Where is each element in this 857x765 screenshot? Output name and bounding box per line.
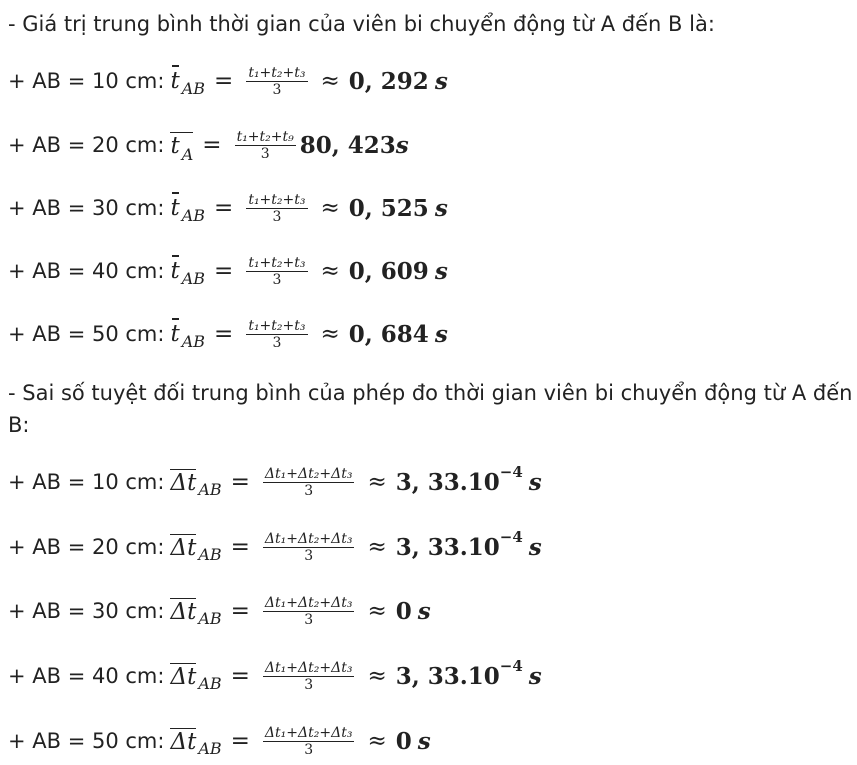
abs-error-row: [8, 460, 542, 504]
fraction: $\frac{\text{t₁+t₂+t₃}}{3}$: [248, 254, 306, 288]
row-value: 0, 609: [348, 257, 429, 285]
row-formula: t AB = $\frac{\text{t₁+t₂+t₃}}{3}$ ≈ 0, 525 s: [170, 191, 448, 225]
abs-error-heading: - Sai số tuyệt đối trung bình của phép đo thời gian viên bi chuyển động từ A đến B:: [8, 381, 853, 437]
fraction: $\frac{\text{Δt₁+Δt₂+Δt₃}}{3}$: [264, 659, 353, 693]
t-bar-symbol: t: [170, 321, 179, 347]
row-value: 0, 292: [348, 67, 429, 95]
delta-t-overline-symbol: Δt: [170, 535, 197, 561]
row-prefix: + AB = 50 cm:: [8, 729, 165, 753]
mean-time-heading: - Giá trị trung bình thời gian của viên bi chuyển động từ A đến B là:: [8, 12, 715, 36]
row-formula: Δt AB = $\frac{\text{Δt₁+Δt₂+Δt₃}}{3}$ ≈ 3, 33.10 −4 s: [170, 463, 542, 499]
mean-time-row: [8, 123, 409, 167]
row-formula: Δt AB = $\frac{\text{Δt₁+Δt₂+Δt₃}}{3}$ ≈ 3, 33.10 −4 s: [170, 657, 542, 693]
abs-error-row: [8, 525, 542, 569]
mean-time-row: [8, 59, 448, 103]
t-bar-symbol: t: [170, 195, 179, 221]
row-value: 0, 525: [348, 194, 429, 222]
fraction: $\frac{\text{Δt₁+Δt₂+Δt₃}}{3}$: [264, 724, 353, 758]
row-value: 0: [395, 597, 412, 625]
mean-time-row: [8, 186, 448, 230]
row-prefix: + AB = 30 cm:: [8, 196, 165, 220]
fraction: $\frac{\text{t₁+t₂+t₃}}{3}$: [248, 191, 306, 225]
fraction: $\frac{\text{Δt₁+Δt₂+Δt₃}}{3}$: [264, 594, 353, 628]
delta-t-overline-symbol: Δt: [170, 599, 197, 625]
row-formula: t $_A$ = $\frac{\text{t₁+t₂+t₉}}{3}$ 80, 423 s: [170, 128, 409, 164]
fraction: $\frac{\text{t₁+t₂+t₃}}{3}$: [248, 64, 306, 98]
delta-t-overline-symbol: Δt: [170, 664, 197, 690]
abs-error-row: [8, 654, 542, 698]
delta-t-overline-symbol: Δt: [170, 729, 197, 755]
row-value: 0, 684: [348, 320, 429, 348]
fraction: $\frac{\text{Δt₁+Δt₂+Δt₃}}{3}$: [264, 530, 353, 564]
row-formula: t AB = $\frac{\text{t₁+t₂+t₃}}{3}$ ≈ 0, 684 s: [170, 317, 448, 351]
abs-error-row: [8, 589, 431, 633]
t-bar-symbol: t: [170, 258, 179, 284]
row-prefix: + AB = 20 cm:: [8, 535, 165, 559]
row-value: 3, 33.10: [395, 662, 500, 690]
row-prefix: + AB = 10 cm:: [8, 470, 165, 494]
row-prefix: + AB = 40 cm:: [8, 259, 165, 283]
row-formula: t AB = $\frac{\text{t₁+t₂+t₃}}{3}$ ≈ 0, 609 s: [170, 254, 448, 288]
row-formula: Δt AB = $\frac{\text{Δt₁+Δt₂+Δt₃}}{3}$ ≈ 0 s: [170, 724, 431, 758]
t-bar-symbol: t: [170, 68, 179, 94]
row-prefix: + AB = 20 cm:: [8, 133, 165, 157]
row-formula: t AB = $\frac{\text{t₁+t₂+t₃}}{3}$ ≈ 0, 292 s: [170, 64, 448, 98]
row-prefix: + AB = 10 cm:: [8, 69, 165, 93]
row-formula: Δt AB = $\frac{\text{Δt₁+Δt₂+Δt₃}}{3}$ ≈ 0 s: [170, 594, 431, 628]
abs-error-row: [8, 719, 431, 763]
fraction: $\frac{\text{t₁+t₂+t₃}}{3}$: [248, 317, 306, 351]
row-prefix: + AB = 40 cm:: [8, 664, 165, 688]
delta-t-overline-symbol: Δt: [170, 470, 197, 496]
row-prefix: + AB = 30 cm:: [8, 599, 165, 623]
mean-time-row: [8, 249, 448, 293]
fraction: $\frac{\text{t₁+t₂+t₉}}{3}$: [236, 128, 294, 162]
mean-time-row: [8, 312, 448, 356]
row-value: 3, 33.10: [395, 533, 500, 561]
row-value: 0: [395, 727, 412, 755]
row-value: 3, 33.10: [395, 468, 500, 496]
row-prefix: + AB = 50 cm:: [8, 322, 165, 346]
fraction: $\frac{\text{Δt₁+Δt₂+Δt₃}}{3}$: [264, 465, 353, 499]
row-formula: Δt AB = $\frac{\text{Δt₁+Δt₂+Δt₃}}{3}$ ≈ 3, 33.10 −4 s: [170, 528, 542, 564]
t-overline-symbol: t $_A$: [170, 133, 194, 164]
row-value: 80, 423: [299, 131, 396, 159]
